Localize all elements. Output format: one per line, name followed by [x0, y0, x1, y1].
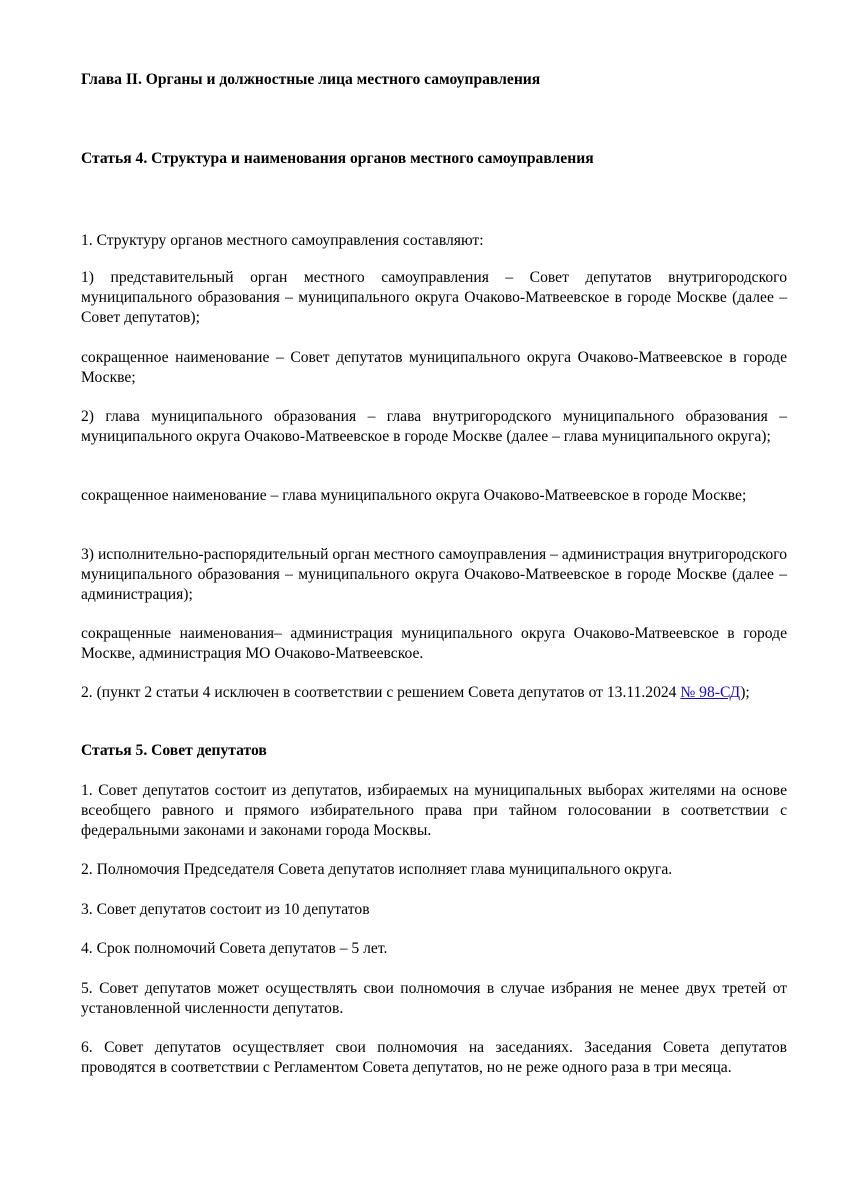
article-4-title: Статья 4. Структура и наименования органов местного самоуправления [81, 150, 594, 167]
article-5-title: Статья 5. Совет депутатов [81, 742, 267, 759]
article-4-item-3-short-names: сокращенные наименования– администрация муниципального округа Очаково-Матвеевское в городе Москве, администрация МО Очаково-Матвеевское. [81, 625, 787, 662]
article-5-paragraph-1: 1. Совет депутатов состоит из депутатов, избираемых на муниципальных выборах жителями на основе всеобщего равного и прямого избирательного права при тайном голосовании в соответствии с федеральными законами и законами города Москвы. [81, 782, 787, 839]
article-5-paragraph-2: 2. Полномочия Председателя Совета депутатов исполняет глава муниципального округа. [81, 861, 673, 878]
article-5-paragraph-3: 3. Совет депутатов состоит из 10 депутатов [81, 901, 370, 918]
article-4-item-1-short-name: сокращенное наименование – Совет депутатов муниципального округа Очаково-Матвеевское в городе Москве; [81, 349, 787, 386]
article-4-paragraph-2 [81, 683, 787, 703]
article-4-item-3: 3) исполнительно-распорядительный орган местного самоуправления – администрация внутригородского муниципального образования – муниципального округа Очаково-Матвеевское в городе Москве (далее – администрация); [81, 546, 787, 603]
article-4-item-1: 1) представительный орган местного самоуправления – Совет депутатов внутригородского муниципального образования – муниципального округа Очаково-Матвеевское в городе Москве (далее – Совет депутатов); [81, 269, 787, 326]
article-4-item-2: 2) глава муниципального образования – глава внутригородского муниципального образования – муниципального округа Очаково-Матвеевское в городе Москве (далее – глава муниципального округа); [81, 408, 787, 445]
decision-link[interactable]: № 98-СД [680, 684, 741, 701]
article-4-item-2-short-name: сокращенное наименование – глава муниципального округа Очаково-Матвеевское в городе Москве; [81, 487, 747, 504]
article-4-paragraph-1: 1. Структуру органов местного самоуправления составляют: [81, 232, 484, 249]
article-5-paragraph-6: 6. Совет депутатов осуществляет свои полномочия на заседаниях. Заседания Совета депутатов проводятся в соответствии с Регламентом Совета депутатов, но не реже одного раза в три месяца. [81, 1039, 787, 1076]
article-5-paragraph-4: 4. Срок полномочий Совета депутатов – 5 лет. [81, 940, 388, 957]
article-4-paragraph-2-text: 2. (пункт 2 статьи 4 исключен в соответствии с решением Совета депутатов от 13.11.2024 [81, 684, 681, 701]
chapter-title: Глава II. Органы и должностные лица местного самоуправления [81, 71, 541, 88]
article-4-paragraph-2-end: ); [740, 684, 750, 701]
article-5-paragraph-5: 5. Совет депутатов может осуществлять свои полномочия в случае избрания не менее двух третей от установленной численности депутатов. [81, 980, 787, 1017]
